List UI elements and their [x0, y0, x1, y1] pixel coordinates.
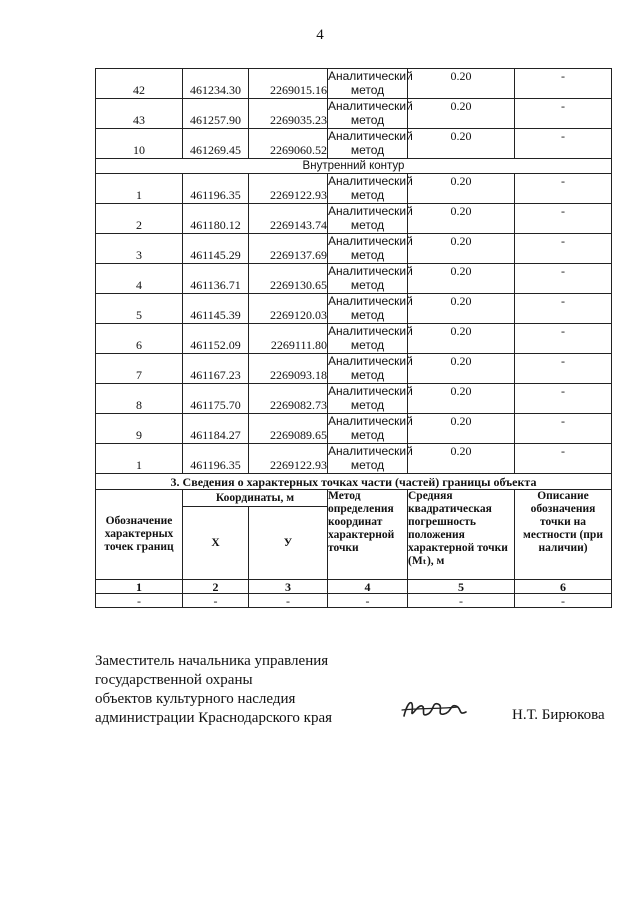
table-row — [96, 444, 612, 474]
accuracy-cell: 0.20 — [408, 129, 515, 159]
accuracy-cell: 0.20 — [408, 444, 515, 474]
table-row — [96, 174, 612, 204]
inner-contour-label: Внутренний контур — [96, 159, 612, 174]
table-row — [96, 324, 612, 354]
method-cell: Аналитический метод — [328, 174, 413, 202]
signatory-title-line: государственной охраны — [95, 672, 253, 688]
y-coordinate-cell: 2269082.73 — [249, 384, 328, 414]
table-row — [96, 204, 612, 234]
x-coordinate-cell: 461145.29 — [183, 234, 249, 264]
column-number: 4 — [328, 580, 408, 594]
description-cell: - — [515, 174, 612, 204]
accuracy-cell: 0.20 — [408, 384, 515, 414]
empty-cell: - — [249, 594, 328, 608]
y-coordinate-cell: 2269137.69 — [249, 234, 328, 264]
point-number-cell: 42 — [96, 69, 183, 99]
outer-contour-rows — [96, 69, 612, 159]
empty-cell: - — [515, 594, 612, 608]
point-number-cell: 9 — [96, 414, 183, 444]
method-cell: Аналитический метод — [328, 204, 413, 232]
y-coordinate-cell: 2269089.65 — [249, 414, 328, 444]
x-coordinate-cell: 461145.39 — [183, 294, 249, 324]
method-cell: Аналитический метод — [328, 69, 413, 97]
signatory-title-line: Заместитель начальника управления — [95, 653, 329, 669]
header-coordinates: Координаты, м — [183, 490, 328, 507]
signatory-title — [95, 652, 332, 728]
empty-cell: - — [328, 594, 408, 608]
description-cell: - — [515, 384, 612, 414]
x-coordinate-cell: 461269.45 — [183, 129, 249, 159]
description-cell: - — [515, 129, 612, 159]
description-cell: - — [515, 294, 612, 324]
header-method: Метод определения координат характерной точки — [328, 490, 408, 580]
x-coordinate-cell: 461184.27 — [183, 414, 249, 444]
description-cell: - — [515, 264, 612, 294]
x-coordinate-cell: 461196.35 — [183, 444, 249, 474]
point-number-cell: 7 — [96, 354, 183, 384]
signatory-title-line: администрации Краснодарского края — [95, 710, 333, 726]
handwritten-signature — [400, 694, 472, 724]
header-x: X — [183, 507, 249, 580]
description-cell: - — [515, 234, 612, 264]
method-cell: Аналитический метод — [328, 129, 413, 157]
y-coordinate-cell: 2269015.16 — [249, 69, 328, 99]
coordinates-table — [95, 68, 612, 608]
accuracy-cell: 0.20 — [408, 99, 515, 129]
empty-data-row — [96, 594, 612, 608]
point-number-cell: 2 — [96, 204, 183, 234]
y-coordinate-cell: 2269060.52 — [249, 129, 328, 159]
signatory-title-line: объектов культурного наследия — [95, 691, 296, 707]
y-coordinate-cell: 2269122.93 — [249, 444, 328, 474]
method-cell: Аналитический метод — [328, 354, 413, 382]
section3 — [96, 474, 612, 608]
point-number-cell: 6 — [96, 324, 183, 354]
header-accuracy: Средняя квадратическая погрешность положения характерной точки (Mₜ), м — [408, 490, 515, 580]
y-coordinate-cell: 2269120.03 — [249, 294, 328, 324]
point-number-cell: 1 — [96, 444, 183, 474]
table-row — [96, 294, 612, 324]
method-cell: Аналитический метод — [328, 294, 413, 322]
column-number: 1 — [96, 580, 183, 594]
header-description: Описание обозначения точки на местности (при наличии) — [515, 490, 612, 580]
inner-contour-header — [96, 159, 612, 174]
empty-cell: - — [408, 594, 515, 608]
description-cell: - — [515, 99, 612, 129]
table-row — [96, 99, 612, 129]
accuracy-cell: 0.20 — [408, 414, 515, 444]
table-row — [96, 354, 612, 384]
y-coordinate-cell: 2269093.18 — [249, 354, 328, 384]
inner-contour-rows — [96, 174, 612, 474]
x-coordinate-cell: 461167.23 — [183, 354, 249, 384]
point-number-cell: 5 — [96, 294, 183, 324]
accuracy-cell: 0.20 — [408, 69, 515, 99]
method-cell: Аналитический метод — [328, 444, 413, 472]
description-cell: - — [515, 69, 612, 99]
method-cell: Аналитический метод — [328, 414, 413, 442]
table-row — [96, 234, 612, 264]
table-row — [96, 384, 612, 414]
x-coordinate-cell: 461175.70 — [183, 384, 249, 414]
point-number-cell: 1 — [96, 174, 183, 204]
section3-title: 3. Сведения о характерных точках части (частей) границы объекта — [96, 474, 612, 490]
point-number-cell: 8 — [96, 384, 183, 414]
empty-cell: - — [96, 594, 183, 608]
header-designation: Обозначение характерных точек границ — [96, 490, 183, 580]
column-number: 2 — [183, 580, 249, 594]
description-cell: - — [515, 204, 612, 234]
description-cell: - — [515, 444, 612, 474]
point-number-cell: 43 — [96, 99, 183, 129]
y-coordinate-cell: 2269130.65 — [249, 264, 328, 294]
x-coordinate-cell: 461257.90 — [183, 99, 249, 129]
method-cell: Аналитический метод — [328, 234, 413, 262]
column-number: 6 — [515, 580, 612, 594]
y-coordinate-cell: 2269111.80 — [249, 324, 328, 354]
description-cell: - — [515, 354, 612, 384]
accuracy-cell: 0.20 — [408, 294, 515, 324]
table-row — [96, 129, 612, 159]
header-y: У — [249, 507, 328, 580]
accuracy-cell: 0.20 — [408, 354, 515, 384]
y-coordinate-cell: 2269122.93 — [249, 174, 328, 204]
x-coordinate-cell: 461196.35 — [183, 174, 249, 204]
accuracy-cell: 0.20 — [408, 324, 515, 354]
accuracy-cell: 0.20 — [408, 264, 515, 294]
table-row — [96, 414, 612, 444]
empty-cell: - — [183, 594, 249, 608]
description-cell: - — [515, 324, 612, 354]
method-cell: Аналитический метод — [328, 99, 413, 127]
method-cell: Аналитический метод — [328, 384, 413, 412]
y-coordinate-cell: 2269035.23 — [249, 99, 328, 129]
signer-name: Н.Т. Бирюкова — [512, 707, 605, 723]
table-row — [96, 69, 612, 99]
x-coordinate-cell: 461152.09 — [183, 324, 249, 354]
accuracy-cell: 0.20 — [408, 174, 515, 204]
x-coordinate-cell: 461234.30 — [183, 69, 249, 99]
x-coordinate-cell: 461136.71 — [183, 264, 249, 294]
method-cell: Аналитический метод — [328, 324, 413, 352]
column-numbers-row — [96, 580, 612, 594]
accuracy-cell: 0.20 — [408, 204, 515, 234]
accuracy-cell: 0.20 — [408, 234, 515, 264]
table-row — [96, 264, 612, 294]
column-number: 5 — [408, 580, 515, 594]
point-number-cell: 4 — [96, 264, 183, 294]
description-cell: - — [515, 414, 612, 444]
y-coordinate-cell: 2269143.74 — [249, 204, 328, 234]
column-number: 3 — [249, 580, 328, 594]
page-number: 4 — [316, 27, 324, 43]
x-coordinate-cell: 461180.12 — [183, 204, 249, 234]
method-cell: Аналитический метод — [328, 264, 413, 292]
point-number-cell: 10 — [96, 129, 183, 159]
point-number-cell: 3 — [96, 234, 183, 264]
